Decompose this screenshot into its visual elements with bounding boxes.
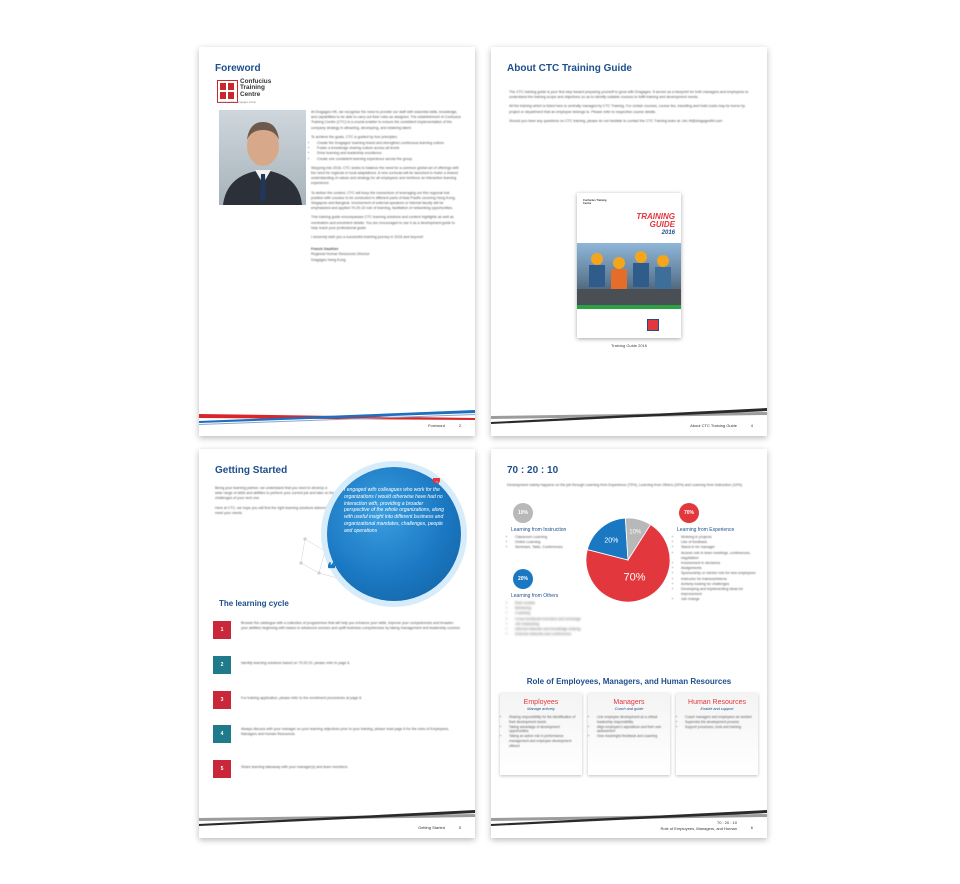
list-item: • Supervise the development process xyxy=(685,720,754,725)
intro-text xyxy=(215,486,335,520)
page-number: 2 xyxy=(458,423,461,428)
footer-swoosh xyxy=(491,798,767,838)
list-item: • Access role in team meetings, conferences, negotiation xyxy=(681,551,763,561)
list-item: • Stand-in for manager xyxy=(681,545,763,550)
paragraph: All the training which is listed here is centrally managed by CTC Training. For certain courses, course fee, travelling and hotel costs may be borne by project or department that an employee belongs to. Please refer to respective course details. xyxy=(509,104,745,114)
signer-name: Franck Gauthier xyxy=(311,247,339,252)
list-item: • Instructor for trainees/interns xyxy=(681,577,763,582)
roles-title: Role of Employees, Managers, and Human Resources xyxy=(526,677,732,686)
card-list xyxy=(592,715,666,739)
list-item: • Assignments xyxy=(681,566,763,571)
footer-label: Getting Started xyxy=(418,825,445,830)
seventy-twenty-ten-page xyxy=(491,449,767,838)
signer-company: Dragages Hong Kong xyxy=(311,257,346,262)
card-subtitle: Coach and guide xyxy=(614,707,644,711)
footer-swoosh xyxy=(491,396,767,436)
learning-pie-chart xyxy=(583,515,673,605)
intro-text: Development mainly happens on the job through Learning from Experience (70%), Learning from Others (20%) and Learning from Instruction (10%). xyxy=(507,483,743,487)
list-item: • Actively looking for challenges xyxy=(681,582,763,587)
cover-title-line2: GUIDE xyxy=(649,220,675,229)
list-item: • External networks and conferences xyxy=(515,632,603,637)
about-page xyxy=(491,47,767,436)
list-item: • Use of feedback xyxy=(681,540,763,545)
list-item: • Job shadowing xyxy=(515,622,603,627)
step-number: 5 xyxy=(213,760,231,778)
foreword-body xyxy=(311,110,461,263)
card-title: Employees xyxy=(523,699,559,706)
intro-paragraph: At Dragages HK, we recognise the need to provide our staff with essential skills, knowledge, and capabilities to be able to carry out their roles as assigned. The establishment of Confucius Training Centre (CTC) is a crucial enabler to ensure the consistent implementation of the company strategy in attracting, developing, and retaining talent. xyxy=(311,110,461,130)
footer-label: Foreword xyxy=(428,423,445,428)
footer-label: 70 : 20 : 10 xyxy=(716,820,737,825)
logo-line2: Training xyxy=(240,84,265,92)
cycle-step-3 xyxy=(213,691,237,711)
list-item: • Give meaningful feedback and coaching xyxy=(597,734,666,739)
card-title: Managers xyxy=(613,699,645,706)
list-item: • Working in projects xyxy=(681,535,763,540)
step-number: 3 xyxy=(213,691,231,709)
paragraph: I sincerely wish you a successful learning journey in 2016 and beyond! xyxy=(311,235,424,240)
card-title: Human Resources xyxy=(688,699,746,706)
footer-swoosh xyxy=(199,396,475,436)
step-text: Share learning takeaway with your manager(s) and team members. xyxy=(241,765,349,769)
signer-title: Regional Human Resources Director xyxy=(311,252,370,257)
step-text: For training application, please refer to the enrollment procedures at page 8. xyxy=(241,696,363,700)
list-item: • Coach managers and employees as needed xyxy=(685,715,754,720)
goals-list xyxy=(311,141,461,162)
list-item: • Sharing responsibility for the identification of their development needs xyxy=(509,715,578,725)
list-item: • Sponsorship or mentor role for new employees xyxy=(681,571,763,576)
list-item: • Taking an active role in performance management and employee development offered xyxy=(509,734,578,748)
list-item: • Role models xyxy=(515,601,603,606)
list-item: • Taking advantage of development opportunities xyxy=(509,725,578,735)
cover-caption: Training Guide 2016 xyxy=(610,343,648,348)
card-subtitle: Enable and support xyxy=(700,707,734,711)
experience-list xyxy=(675,535,763,603)
role-card-human-resources xyxy=(676,693,758,775)
testimonial-quote xyxy=(327,467,461,601)
list-item: • Create the Dragages' learning brand and strengthen continuous learning culture xyxy=(317,141,461,146)
ctc-logo xyxy=(217,79,307,105)
page-title: Getting Started xyxy=(215,465,288,476)
paragraph: Should you have any questions on CTC training, please do not hesitate to contact the CTC Training team at: ctrc.rft@dragagesfht.com xyxy=(509,118,723,123)
quote-mark-icon: ❞ xyxy=(432,475,441,494)
paragraph: Here at CTC, we hope you will find the right learning solutions tailored to meet your needs. xyxy=(215,505,331,515)
cover-photo xyxy=(577,243,681,305)
card-list xyxy=(504,715,578,749)
pie-label: 20% xyxy=(604,537,619,545)
foreword-page xyxy=(199,47,475,436)
list-item: • Job change xyxy=(681,597,763,602)
page-title: 70 : 20 : 10 xyxy=(507,465,559,476)
cycle-step-2 xyxy=(213,656,237,676)
list-item: • Align employee's aspirations and their own assessment xyxy=(597,725,666,735)
cover-title-line1: TRAINING xyxy=(636,212,675,221)
list-item: • Line employee development as a critical leadership responsibility xyxy=(597,715,666,725)
portrait-photo xyxy=(219,110,306,205)
footer-label: About CTC Training Guide xyxy=(690,423,737,428)
step-number: 1 xyxy=(213,621,231,639)
paragraph: Stepping into 2016, CTC seeks to balance the need for a common global set of offerings with the need for regional or local adaptations. A new curricula will be launched to foster a shared understanding of values and strategy for all employees and reinforce an interactive learning experience. xyxy=(311,165,459,186)
others-badge: 20% xyxy=(513,569,533,589)
learning-cycle-title: The learning cycle xyxy=(219,599,289,608)
others-heading: Learning from Others xyxy=(511,593,559,599)
quote-text: I engaged with colleagues who work for the organizations I would otherwise have had no interaction with, providing a broader perspective of the whole organizations, along with useful insight into different business and organizational mandates, challenges, people and operations xyxy=(344,487,445,534)
logo-tagline: A member of the Dragages Group xyxy=(217,101,256,104)
step-text: Identify learning solutions based on 70:20:10, please refer to page 6. xyxy=(241,661,351,665)
list-item: • Cross-functional exercises and exchange xyxy=(515,617,603,622)
list-item: • Online Learning xyxy=(515,540,595,545)
experience-badge: 70% xyxy=(679,503,699,523)
logo-line3: Centre xyxy=(240,90,261,98)
card-subtitle: Manage actively xyxy=(527,707,555,711)
card-list xyxy=(680,715,754,729)
list-item: • Foster a knowledge sharing culture across all levels xyxy=(317,146,461,151)
instruction-badge: 10% xyxy=(513,503,533,523)
getting-started-page xyxy=(199,449,475,838)
list-item: • Mentoring xyxy=(515,606,603,611)
role-card-employees xyxy=(500,693,582,775)
step-number: 2 xyxy=(213,656,231,674)
pie-label: 70% xyxy=(623,571,646,584)
paragraph: To deliver the content, CTC will keep the momentum of leveraging our thin regional hub position with courses to be conducted in different parts of Asia Pacific covering Hong Kong, Singapore and Bangkok. Involvement of external speakers or internal faculty will be emphasized and applied 70-20-10 rule of learning, facilitation of networking opportunities. xyxy=(311,190,456,211)
list-item: • Developing and implementing ideas for improvement xyxy=(681,587,763,597)
list-item: • Seminars, Talks, Conferences xyxy=(515,545,595,550)
page-title: About CTC Training Guide xyxy=(507,63,632,74)
cover-year: 2016 xyxy=(661,230,675,236)
instruction-heading: Learning from Instruction xyxy=(511,527,567,533)
paragraph: This training guide encompasses CTC learning solutions and content highlights as well as nomination and enrolment details. You are encouraged to use it as a development guide to help reach your professional goals. xyxy=(311,215,455,230)
list-item: • Coaching xyxy=(515,611,603,616)
logo-line1: Confucius xyxy=(240,78,272,85)
page-number: 5 xyxy=(458,825,461,830)
pie-label: 10% xyxy=(629,529,642,536)
cycle-step-4 xyxy=(213,725,237,745)
goals-intro: To achieve the goals, CTC is guided by four principles: xyxy=(311,134,398,139)
cycle-step-5 xyxy=(213,760,237,780)
paragraph: The CTC training guide is your first step toward preparing yourself to grow with Dragages. It serves as a blueprint for both managers and employees to understand the training scope and objectives so as to identify suitable courses to fulfill training and development needs. xyxy=(509,90,749,100)
step-text: Always discuss with your manager on your learning objectives prior to your training, please read page 6 for the roles of Employees, Managers and Human Resources. xyxy=(241,727,450,736)
page-number: 6 xyxy=(750,825,753,830)
list-item: • Create one consistent learning experience across the group xyxy=(317,157,461,162)
others-list xyxy=(509,601,603,637)
logo-mark-icon xyxy=(217,80,238,103)
role-card-managers xyxy=(588,693,670,775)
page-number: 4 xyxy=(750,423,753,428)
cycle-step-1 xyxy=(213,621,237,641)
step-number: 4 xyxy=(213,725,231,743)
open-quote-icon: ❝ xyxy=(327,559,336,578)
page-title: Foreword xyxy=(215,63,261,74)
list-item: • Internal networks and knowledge sharing xyxy=(515,627,603,632)
about-body xyxy=(509,90,754,128)
list-item: • Classroom Learning xyxy=(515,535,595,540)
cover-badge-icon xyxy=(647,319,659,331)
step-text: Browse the catalogue with a collection of programmes that will help you enhance your skills, improve your competencies and broaden your abilities beginning with basics to advanced courses and uplift business competencies by taking management and leadership courses. xyxy=(241,621,461,630)
footer-label-2: Role of Employees, Managers, and Human xyxy=(660,826,737,831)
footer-swoosh xyxy=(199,798,475,838)
experience-heading: Learning from Experience xyxy=(677,527,735,533)
list-item: • Support processes, tools and training xyxy=(685,725,754,730)
list-item: • Involvement in decisions xyxy=(681,561,763,566)
list-item: • Drive learning and leadership excellence xyxy=(317,151,461,156)
cover-logo: Confucius Training Centre xyxy=(583,199,607,205)
training-guide-cover xyxy=(577,193,681,338)
paragraph: Being your learning partner, we understand that you need to develop a wide range of skills and abilities to perform your current job and take on the challenges of your next one. xyxy=(215,486,335,501)
